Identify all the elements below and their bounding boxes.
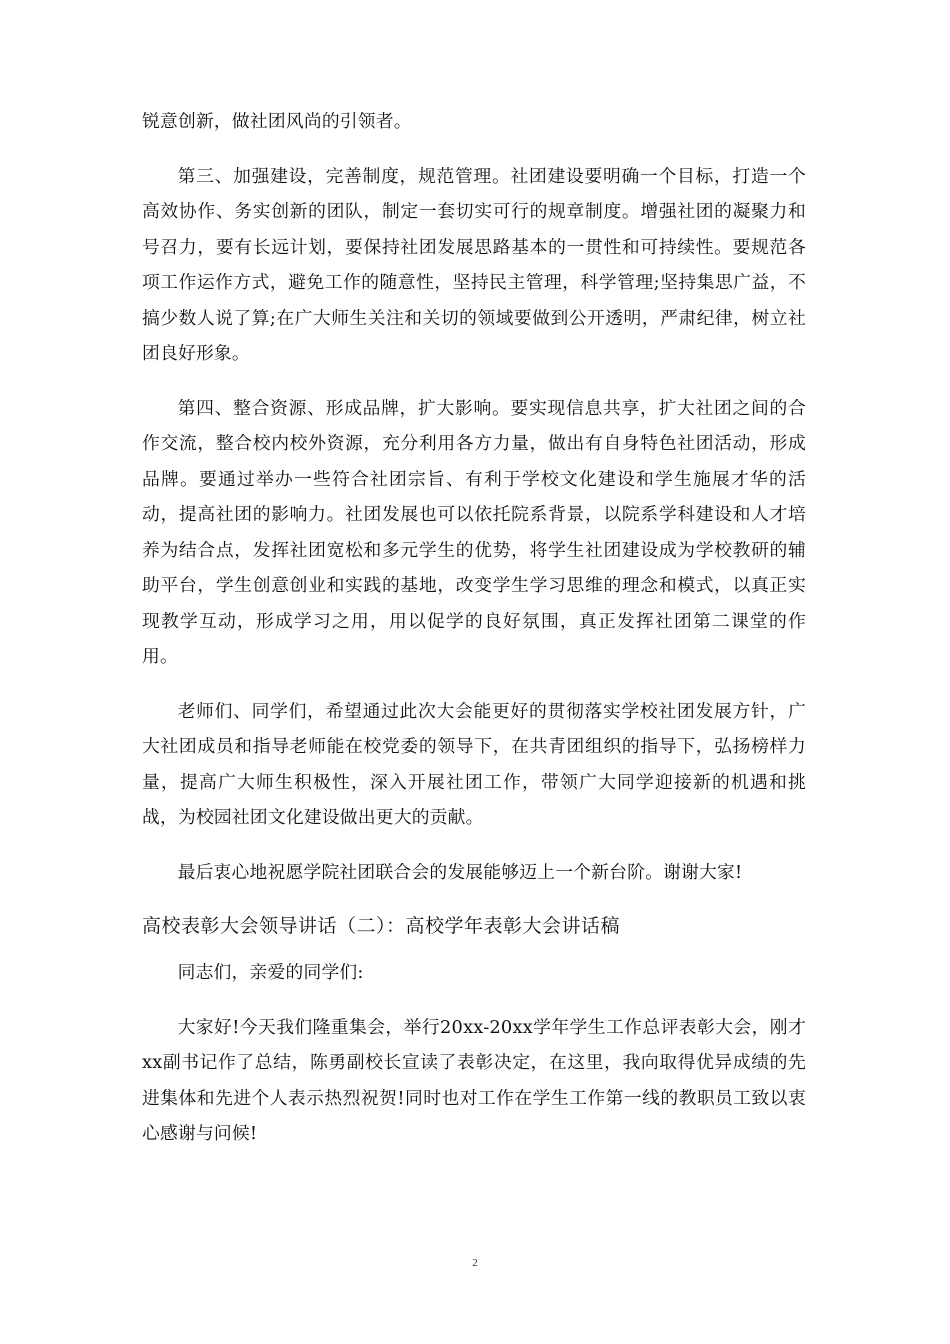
paragraph-address-teachers: 老师们、同学们，希望通过此次大会能更好的贯彻落实学校社团发展方针，广大社团成员和指导老师能在校党委的领导下，在共青团组织的指导下，弘扬榜样力量，提高广大师生积极性，深入开展社团工作，带领广大同学迎接新的机遇和挑战，为校园社团文化建设做出更大的贡献。: [142, 700, 806, 828]
paragraph-greeting: 大家好!今天我们隆重集会，举行20xx-20xx学年学生工作总评表彰大会，刚才xx副书记作了总结，陈勇副校长宣读了表彰决定，在这里，我向取得优异成绩的先进集体和先进个人表示热烈祝贺!同时也对工作在学生工作第一线的教职员工致以衷心感谢与问候!: [142, 1016, 806, 1144]
page-number: 2: [472, 1257, 478, 1269]
paragraph-closing-wish: 最后衷心地祝愿学院社团联合会的发展能够迈上一个新台阶。谢谢大家!: [177, 861, 743, 883]
section-heading: 高校表彰大会领导讲话（二）：高校学年表彰大会讲话稿: [142, 915, 621, 937]
paragraph-third-point: 第三、加强建设，完善制度，规范管理。社团建设要明确一个目标，打造一个高效协作、务实创新的团队，制定一套切实可行的规章制度。增强社团的凝聚力和号召力，要有长远计划，要保持社团发展思路基本的一贯性和可持续性。要规范各项工作运作方式，避免工作的随意性，坚持民主管理，科学管理;坚持集思广益，不搞少数人说了算;在广大师生关注和关切的领域要做到公开透明，严肃纪律，树立社团良好形象。: [142, 165, 806, 364]
paragraph-fourth-point: 第四、整合资源、形成品牌，扩大影响。要实现信息共享，扩大社团之间的合作交流，整合校内校外资源，充分利用各方力量，做出有自身特色社团活动，形成品牌。要通过举办一些符合社团宗旨、有利于学校文化建设和学生施展才华的活动，提高社团的影响力。社团发展也可以依托院系背景，以院系学科建设和人才培养为结合点，发挥社团宽松和多元学生的优势，将学生社团建设成为学校教研的辅助平台，学生创意创业和实践的基地，改变学生学习思维的理念和模式，以真正实现教学互动，形成学习之用，用以促学的良好氛围，真正发挥社团第二课堂的作用。: [142, 397, 806, 667]
document-body: [142, 104, 806, 1171]
paragraph-continuation: 锐意创新，做社团风尚的引领者。: [142, 111, 412, 132]
paragraph-salutation: 同志们，亲爱的同学们:: [177, 962, 364, 983]
